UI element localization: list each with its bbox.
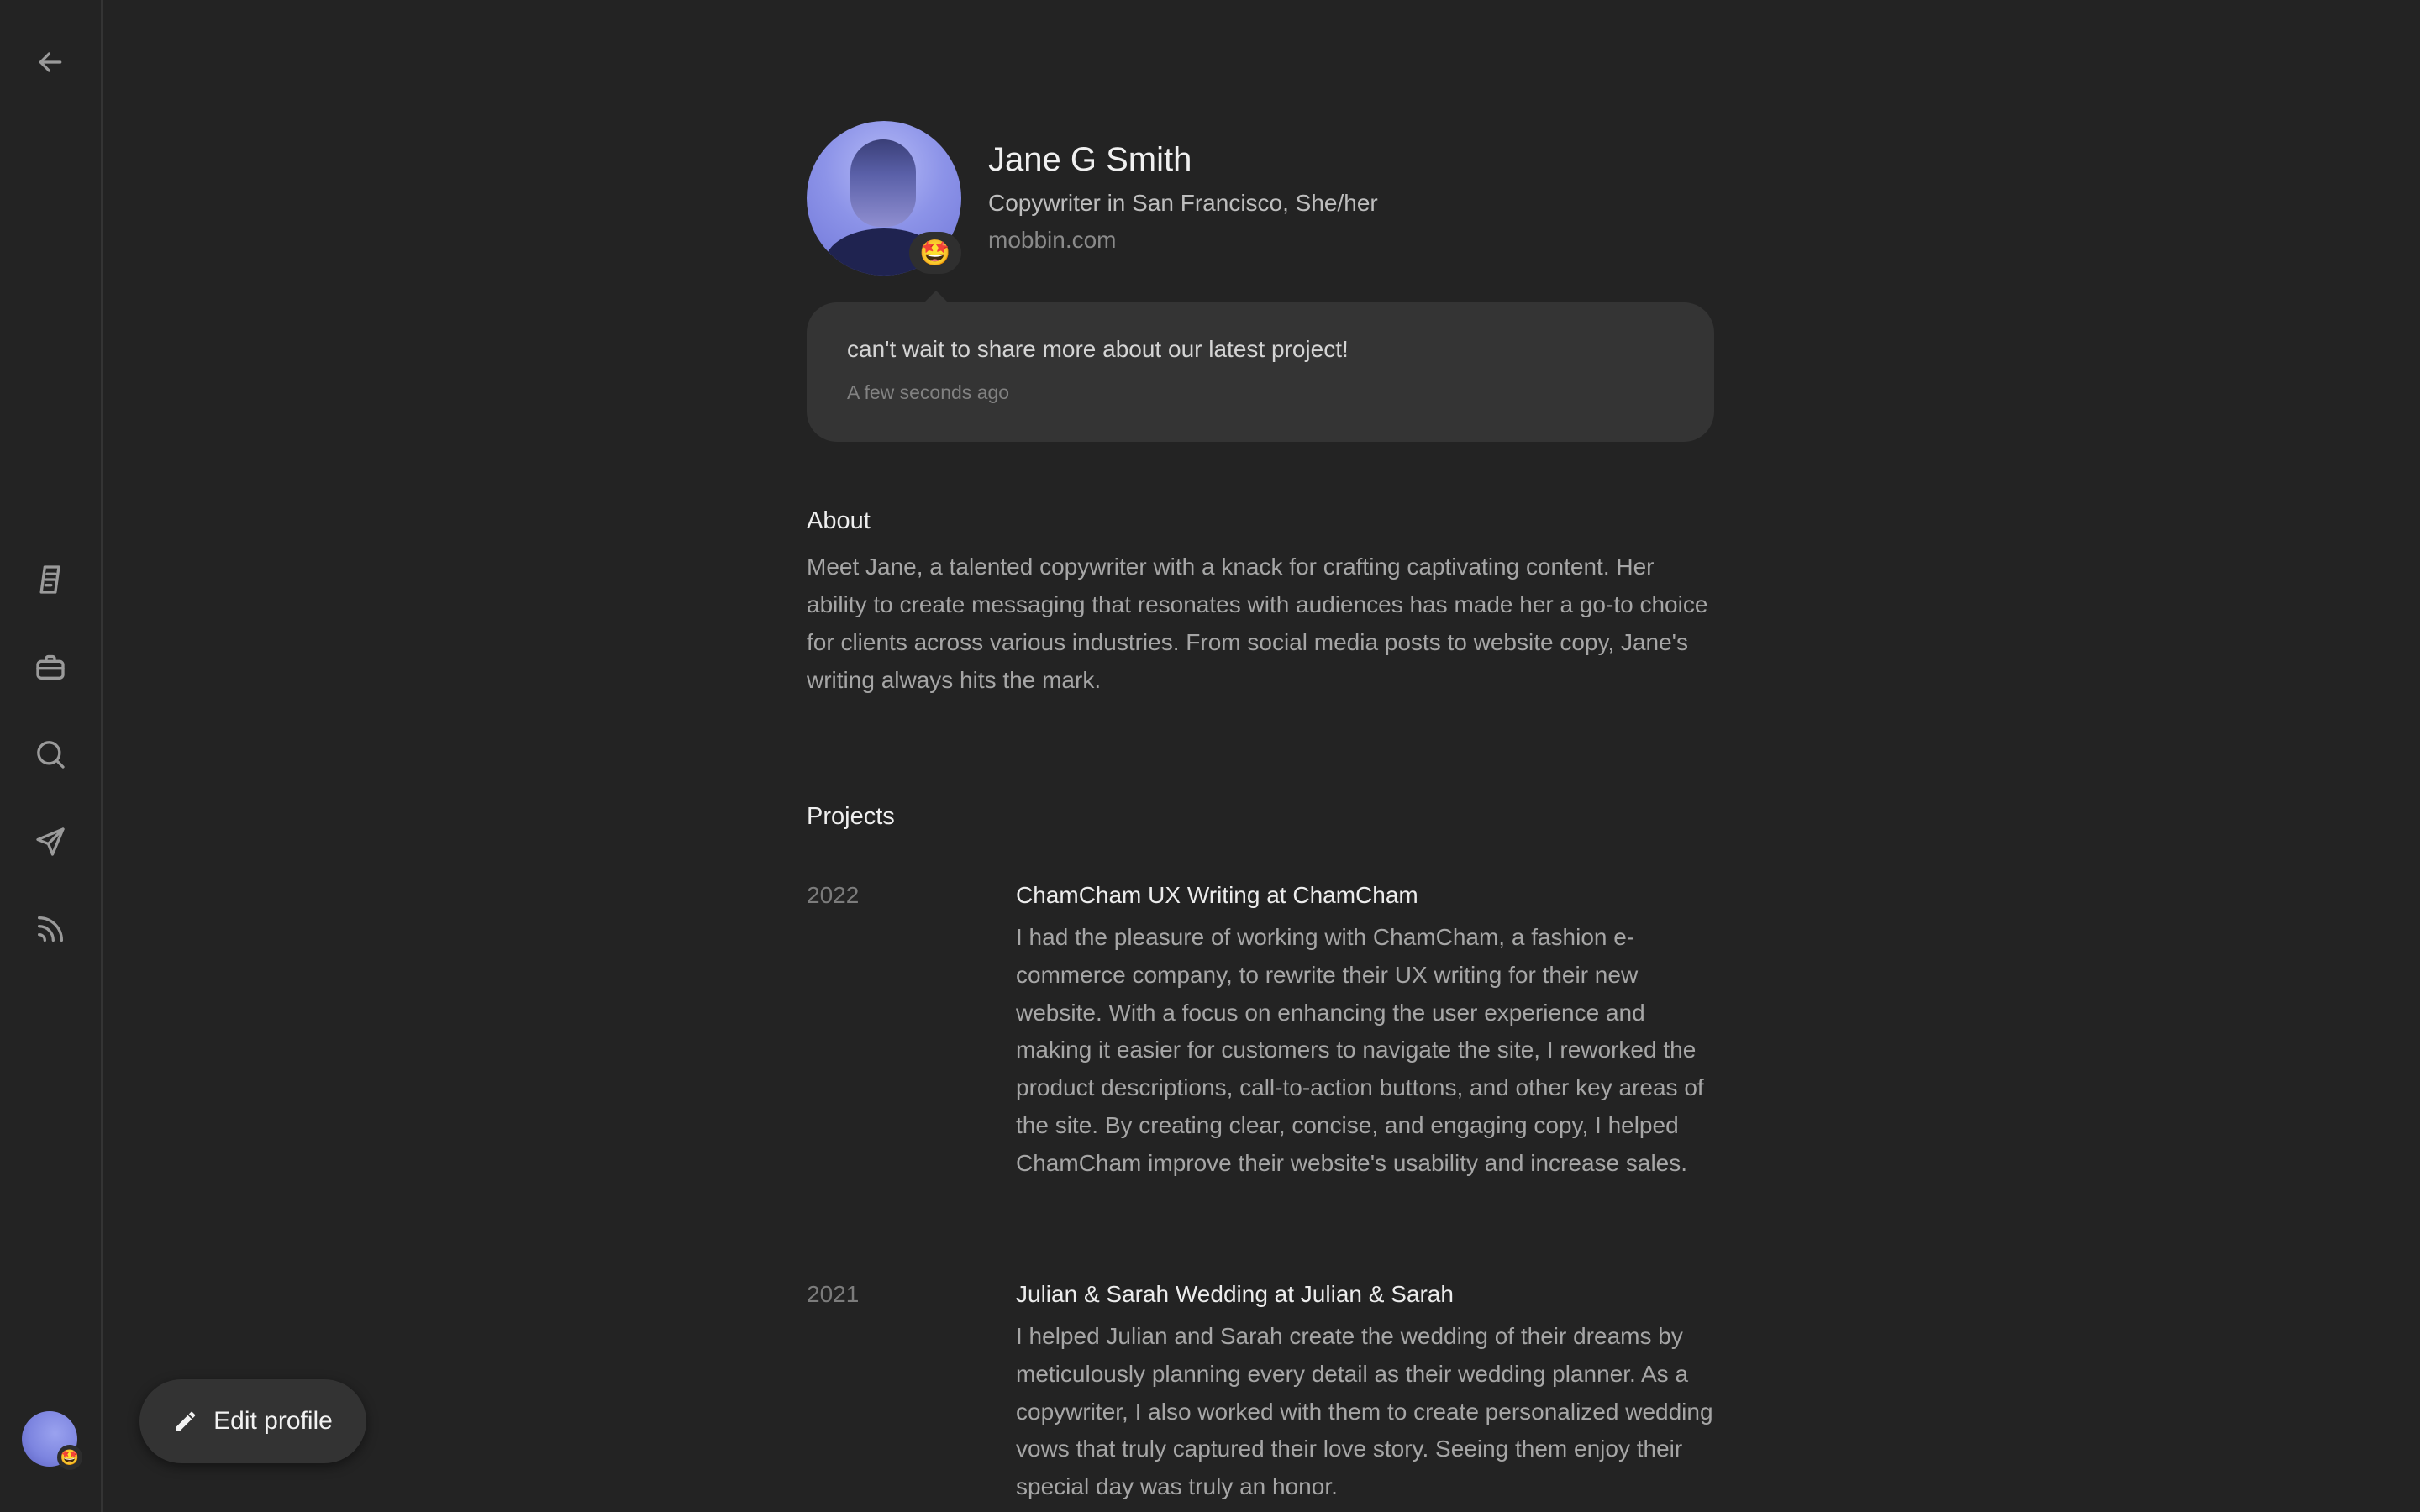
status-bubble <box>807 302 1714 442</box>
project-title: Julian & Sarah Wedding at Julian & Sarah <box>1016 1281 1454 1307</box>
project-title: ChamCham UX Writing at ChamCham <box>1016 882 1418 908</box>
sidebar <box>0 0 103 1512</box>
profile-subtitle: Copywriter in San Francisco, She/her <box>988 190 1378 216</box>
search-icon <box>34 738 67 771</box>
star-struck-emoji-icon: 🤩 <box>919 239 951 267</box>
edit-profile-button[interactable] <box>139 1379 366 1463</box>
projects-heading: Projects <box>807 803 895 830</box>
sidebar-avatar[interactable] <box>22 1411 80 1467</box>
status-emoji-button[interactable] <box>909 232 961 274</box>
profile-name: Jane G Smith <box>988 141 1192 178</box>
pencil-icon <box>173 1409 198 1434</box>
briefcase-icon <box>34 650 67 684</box>
about-text: Meet Jane, a talented copywriter with a knack for crafting captivating content. Her ability to create messaging that resonates with audiences has made her a go-to choice for clients across various industries. From social media posts to website copy, Jane's writing always hits the mark. <box>807 554 1708 693</box>
send-icon <box>34 825 67 858</box>
feed-icon <box>34 912 67 946</box>
project-description: I had the pleasure of working with ChamCham, a fashion e-commerce company, to rewrite their UX writing for their new website. With a focus on enhancing the user experience and making it easier for customers to navigate the site, I reworked the product descriptions, call-to-action buttons, and other key areas of the site. By creating clear, concise, and engaging copy, I helped ChamCham improve their website's usability and increase sales. <box>1016 924 1704 1176</box>
project-year: 2022 <box>807 882 860 908</box>
back-button[interactable] <box>29 40 72 84</box>
project-description: I helped Julian and Sarah create the wedding of their dreams by meticulously planning every detail as their wedding planner. As a copywriter, I also worked with them to create personalized wedding vows that truly captured their love story. Seeing them enjoy their special day was truly an honor. <box>1016 1323 1713 1500</box>
arrow-left-icon <box>34 45 67 79</box>
sidebar-item-search[interactable] <box>29 732 72 776</box>
edit-profile-label: Edit profile <box>213 1407 333 1435</box>
sidebar-item-feed[interactable] <box>29 907 72 951</box>
document-icon <box>34 563 67 596</box>
sidebar-item-resume[interactable] <box>29 558 72 601</box>
status-text: can't wait to share more about our latest project! <box>847 336 1349 362</box>
profile-website-link[interactable]: mobbin.com <box>988 227 1117 253</box>
about-heading: About <box>807 507 871 534</box>
status-timestamp: A few seconds ago <box>847 381 1010 403</box>
star-struck-emoji-icon: 🤩 <box>57 1445 82 1470</box>
sidebar-item-jobs[interactable] <box>29 645 72 689</box>
sidebar-item-messages[interactable] <box>29 820 72 864</box>
project-year: 2021 <box>807 1281 860 1307</box>
